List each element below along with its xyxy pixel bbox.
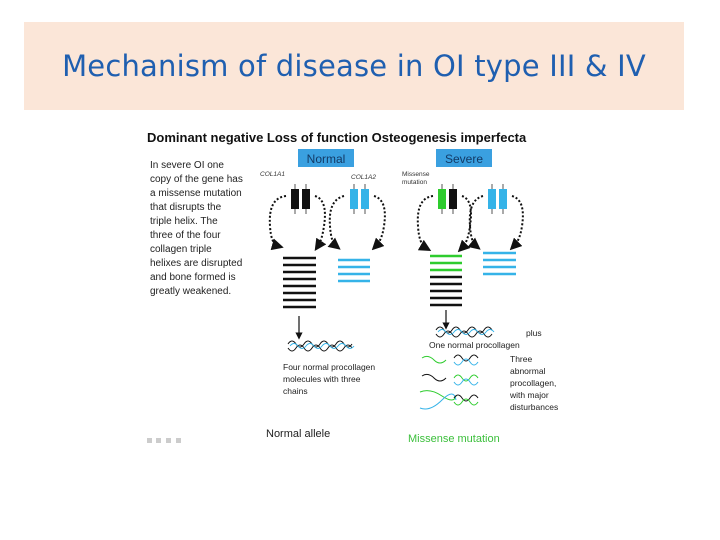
abnormal-helix-3 bbox=[420, 391, 478, 409]
missense-mutation-label: Missense mutation bbox=[408, 433, 500, 445]
missense-label-line2: mutation bbox=[402, 179, 427, 186]
severe-expression-arrows bbox=[418, 196, 523, 248]
figure-heading: Dominant negative Loss of function Osteogenesis imperfecta bbox=[147, 130, 527, 145]
title-band bbox=[24, 22, 684, 110]
normal-box bbox=[298, 149, 354, 167]
abnormal-helix-1 bbox=[422, 355, 478, 365]
normal-black-chains bbox=[283, 258, 316, 307]
svg-text:triple helix. The: triple helix. The bbox=[150, 216, 218, 227]
normal-blue-chains bbox=[338, 260, 370, 281]
mechanism-figure bbox=[144, 126, 567, 452]
slide-title: Mechanism of disease in OI type III & IV bbox=[62, 49, 646, 83]
normal-caption bbox=[283, 362, 375, 396]
playback-icons bbox=[147, 438, 181, 443]
svg-text:Three: Three bbox=[510, 354, 533, 364]
svg-text:chains: chains bbox=[283, 386, 308, 396]
gene-label-col1a2: COL1A2 bbox=[351, 174, 376, 181]
figure-canvas bbox=[144, 126, 567, 452]
severe-box bbox=[436, 149, 492, 167]
severe-normal-helix bbox=[436, 327, 494, 337]
svg-text:helixes are disrupted: helixes are disrupted bbox=[150, 258, 243, 269]
svg-text:a missense mutation: a missense mutation bbox=[150, 188, 242, 199]
svg-text:collagen triple: collagen triple bbox=[150, 244, 212, 255]
normal-allele-label: Normal allele bbox=[266, 428, 331, 440]
svg-text:greatly weakened.: greatly weakened. bbox=[150, 286, 232, 297]
svg-text:molecules with three: molecules with three bbox=[283, 374, 361, 384]
missense-label-line1: Missense bbox=[402, 171, 430, 178]
one-normal-procollagen-label: One normal procollagen bbox=[429, 340, 520, 350]
svg-text:copy of the gene has: copy of the gene has bbox=[150, 174, 243, 185]
severe-black-chains bbox=[430, 277, 462, 305]
svg-text:abnormal: abnormal bbox=[510, 366, 546, 376]
svg-text:disturbances: disturbances bbox=[510, 402, 559, 412]
abnormal-helix-2 bbox=[422, 374, 478, 385]
svg-text:and bone formed is: and bone formed is bbox=[150, 272, 236, 283]
severe-green-chains bbox=[430, 256, 462, 270]
abnormal-caption bbox=[509, 354, 558, 412]
svg-text:procollagen,: procollagen, bbox=[510, 378, 557, 388]
normal-label: Normal bbox=[306, 152, 346, 166]
normal-col1a1-chromosomes bbox=[291, 184, 310, 214]
svg-text:In severe OI one: In severe OI one bbox=[150, 160, 224, 171]
normal-col1a2-chromosomes bbox=[350, 184, 369, 214]
severe-label: Severe bbox=[444, 152, 484, 166]
svg-text:that disrupts the: that disrupts the bbox=[150, 202, 222, 213]
severe-col1a2-chromosomes bbox=[488, 184, 507, 214]
severe-blue-chains bbox=[483, 253, 516, 274]
description-text bbox=[150, 160, 243, 297]
normal-helix bbox=[288, 341, 354, 351]
severe-col1a1-chromosomes bbox=[438, 184, 457, 214]
svg-text:Four normal procollagen: Four normal procollagen bbox=[283, 362, 376, 372]
svg-text:three of the four: three of the four bbox=[150, 230, 221, 241]
svg-text:with major: with major bbox=[510, 390, 549, 400]
plus-label: plus bbox=[526, 328, 542, 338]
gene-label-col1a1: COL1A1 bbox=[260, 171, 285, 178]
